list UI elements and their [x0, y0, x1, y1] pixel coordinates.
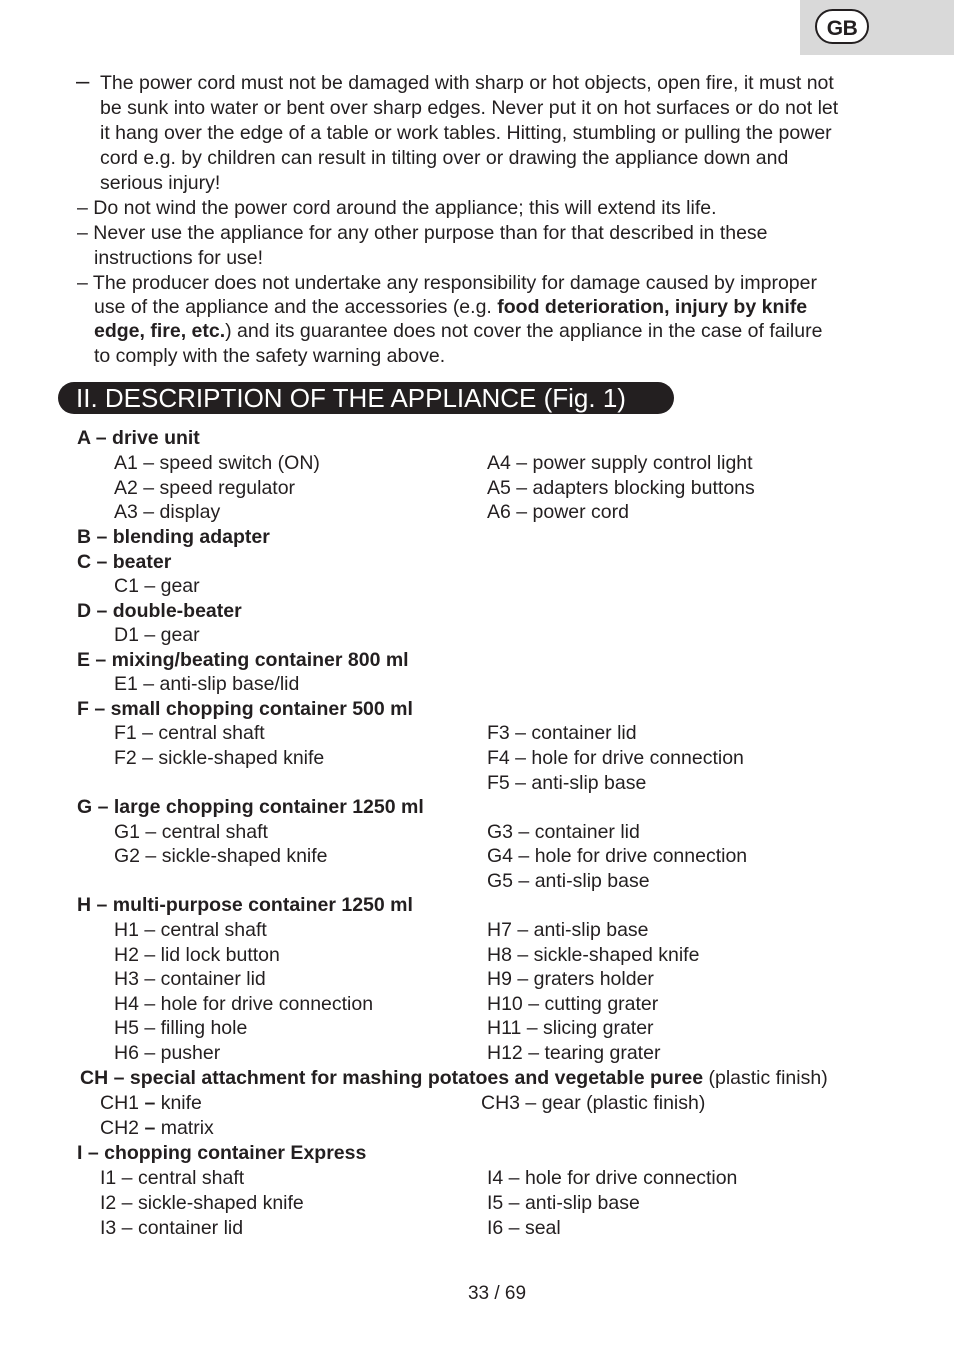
part-H2: H2 – lid lock button — [114, 944, 280, 966]
part-F5: F5 – anti-slip base — [487, 772, 647, 794]
part-CH3: CH3 – gear (plastic finish) — [481, 1092, 706, 1114]
part-H4: H4 – hole for drive connection — [114, 993, 374, 1015]
warning-1-line-2: be sunk into water or bent over sharp edges. Never put it on hot surfaces or do not let — [100, 97, 839, 119]
part-CH: CH – special attachment for mashing potatoes and vegetable puree (plastic finish) — [80, 1067, 828, 1089]
warning-1-line-1: The power cord must not be damaged with sharp or hot objects, open fire, it must not — [100, 72, 834, 94]
part-H7: H7 – anti-slip base — [487, 919, 649, 941]
part-H: H – multi-purpose container 1250 ml — [77, 894, 413, 916]
part-G2: G2 – sickle-shaped knife — [114, 845, 328, 867]
part-I6: I6 – seal — [487, 1217, 561, 1239]
part-A6: A6 – power cord — [487, 501, 629, 523]
part-F: F – small chopping container 500 ml — [77, 698, 413, 720]
part-I5: I5 – anti-slip base — [487, 1192, 640, 1214]
part-G3: G3 – container lid — [487, 821, 640, 843]
part-D1: D1 – gear — [114, 624, 200, 646]
warning-1-line-5: serious injury! — [100, 172, 221, 194]
part-A3: A3 – display — [114, 501, 221, 523]
part-CH2: CH2 – matrix — [100, 1117, 214, 1139]
warning-4-line-2: use of the appliance and the accessories (e.g. food deterioration, injury by knife — [94, 296, 808, 318]
part-CH1: CH1 – knife — [100, 1092, 202, 1114]
page-number: 33 / 69 — [467, 1283, 527, 1304]
part-A1: A1 – speed switch (ON) — [114, 452, 320, 474]
section-heading: II. DESCRIPTION OF THE APPLIANCE (Fig. 1) — [58, 382, 674, 414]
part-H5: H5 – filling hole — [114, 1017, 248, 1039]
part-H10: H10 – cutting grater — [487, 993, 659, 1015]
part-G: G – large chopping container 1250 ml — [77, 796, 424, 818]
part-H8: H8 – sickle-shaped knife — [487, 944, 700, 966]
part-F3: F3 – container lid — [487, 722, 637, 744]
part-E1: E1 – anti-slip base/lid — [114, 673, 300, 695]
warning-2: – Do not wind the power cord around the appliance; this will extend its life. — [77, 197, 717, 219]
bullet-dash: – — [76, 68, 90, 95]
part-F1: F1 – central shaft — [114, 722, 265, 744]
part-G4: G4 – hole for drive connection — [487, 845, 748, 867]
part-G1: G1 – central shaft — [114, 821, 268, 843]
part-C: C – beater — [77, 551, 172, 573]
warning-4-line-4: to comply with the safety warning above. — [94, 345, 446, 367]
warning-3-line-1: – Never use the appliance for any other purpose than for that described in these — [77, 222, 768, 244]
part-E: E – mixing/beating container 800 ml — [77, 649, 409, 671]
part-A: A – drive unit — [77, 427, 200, 449]
part-A5: A5 – adapters blocking buttons — [487, 477, 755, 499]
part-H6: H6 – pusher — [114, 1042, 221, 1064]
warning-1-line-4: cord e.g. by children can result in tilting over or drawing the appliance down and — [100, 147, 789, 169]
part-I3: I3 – container lid — [100, 1217, 244, 1239]
warning-3-line-2: instructions for use! — [94, 247, 264, 269]
part-F4: F4 – hole for drive connection — [487, 747, 744, 769]
part-B: B – blending adapter — [77, 526, 270, 548]
part-H1: H1 – central shaft — [114, 919, 267, 941]
warning-4-line-3: edge, fire, etc.) and its guarantee does not cover the appliance in the case of failure — [94, 320, 823, 342]
part-G5: G5 – anti-slip base — [487, 870, 650, 892]
part-D: D – double-beater — [77, 600, 242, 622]
part-H11: H11 – slicing grater — [487, 1017, 654, 1039]
part-A4: A4 – power supply control light — [487, 452, 753, 474]
part-I2: I2 – sickle-shaped knife — [100, 1192, 304, 1214]
part-H9: H9 – graters holder — [487, 968, 654, 990]
warning-1-line-3: it hang over the edge of a table or work tables. Hitting, stumbling or pulling the power — [100, 122, 832, 144]
warning-4-line-1: – The producer does not undertake any responsibility for damage caused by improper — [77, 272, 817, 294]
part-I4: I4 – hole for drive connection — [487, 1167, 738, 1189]
part-I1: I1 – central shaft — [100, 1167, 245, 1189]
part-C1: C1 – gear — [114, 575, 200, 597]
part-H12: H12 – tearing grater — [487, 1042, 661, 1064]
part-A2: A2 – speed regulator — [114, 477, 296, 499]
part-H3: H3 – container lid — [114, 968, 266, 990]
part-I: I – chopping container Express — [77, 1142, 367, 1164]
language-badge: GB — [815, 9, 869, 44]
part-F2: F2 – sickle-shaped knife — [114, 747, 325, 769]
